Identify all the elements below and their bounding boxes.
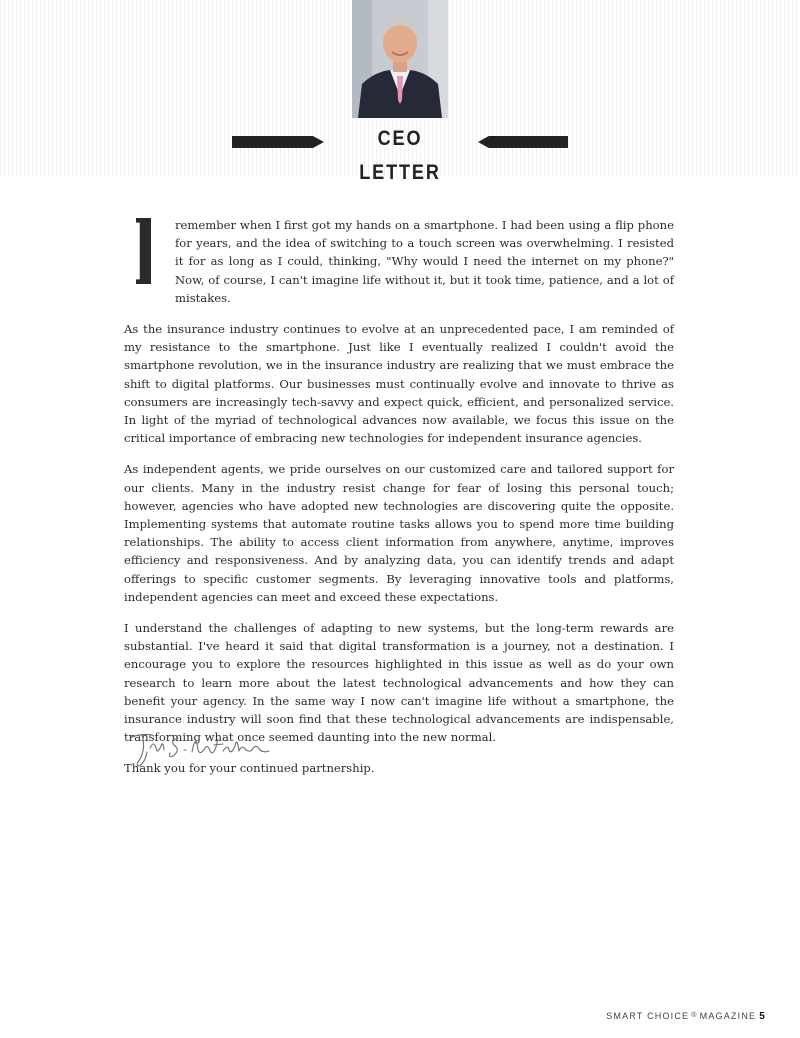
ceo-portrait-photo [352,0,448,118]
letter-body [124,216,674,791]
title-row [0,122,800,184]
page-number: 5 [759,1011,766,1022]
footer-magazine-suffix: MAGAZINE [699,1011,757,1021]
lead-paragraph [124,216,674,307]
ceo-signature [126,726,271,772]
body-paragraph-3: I understand the challenges of adapting to new systems, but the long-term rewards are substantial. I've heard it said that digital transformation is a journey, not a destination. I encourage you to explore the resources highlighted in this issue as well as do your own research to learn more about the latest technological advancements and how they can benefit your agency. In the same way I now can't imagine life without a smartphone, the insurance industry will soon find that these technological advancements are indispensable, transforming what once seemed daunting into the new normal. [124,621,674,745]
dropcap-i [136,218,151,284]
footer-magazine-name: SMART CHOICE [606,1011,690,1021]
footer-registered-mark: ® [691,1012,698,1019]
title-bar-right [478,136,568,148]
title-bar-left [232,136,324,148]
page-footer [606,1011,766,1022]
closing-line: Thank you for your continued partnership. [124,761,375,776]
body-paragraph-2: As independent agents, we pride ourselves on our customized care and tailored support for our clients. Many in the industry resist change for fear of losing this personal touch; however, agencies who have adopted new technologies are discovering quite the opposite. Implementing systems that automate routine tasks allows you to spend more time building relationships. The ability to access client information from anywhere, anytime, improves efficiency and responsiveness. And by analyzing data, you can identify trends and adapt offerings to specific customer segments. By leveraging innovative tools and platforms, independent agencies can meet and exceed these expectations. [124,462,674,604]
lead-paragraph-text: remember when I first got my hands on a smartphone. I had been using a flip phone for years, and the idea of switching to a touch screen was overwhelming. I resisted it for as long as I could, thinking, "Why would I need the internet on my phone?" Now, of course, I can't imagine life without it, but it took time, patience, and a lot of mistakes. [175,218,674,305]
body-paragraph-1: As the insurance industry continues to evolve at an unprecedented pace, I am reminded of my resistance to the smartphone. Just like I eventually realized I couldn't avoid the smartphone revolution, we in the insurance industry are realizing that we must embrace the shift to digital platforms. Our businesses must continually evolve and innovate to thrive as consumers are increasingly tech-savvy and expect quick, efficient, and personalized service. In light of the myriad of technological advances now available, we focus this issue on the critical importance of embracing new technologies for independent insurance agencies. [124,322,674,446]
page-title: CEO LETTER [359,127,441,184]
